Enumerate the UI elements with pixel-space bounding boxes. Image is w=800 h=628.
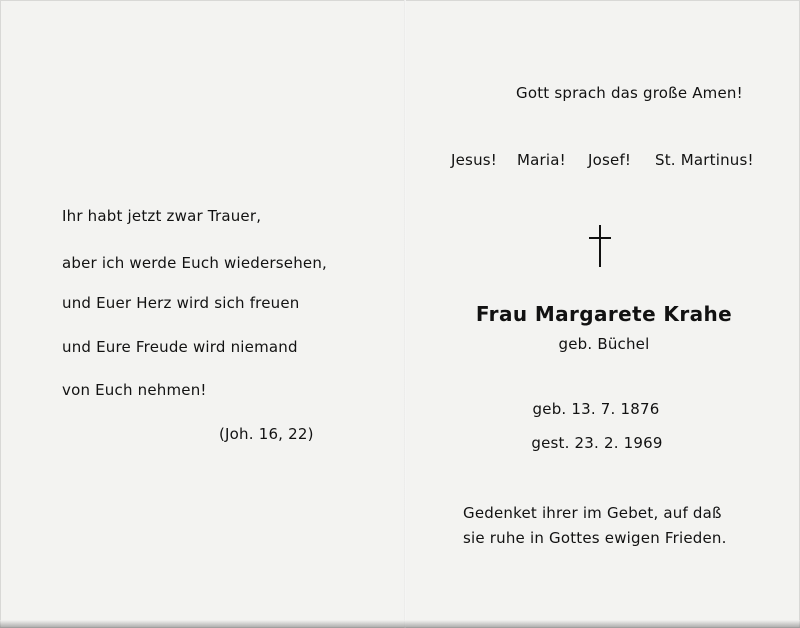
deceased-name: Frau Margarete Krahe xyxy=(475,302,733,326)
verse-line-1: Ihr habt jetzt zwar Trauer, xyxy=(62,207,262,225)
verse-line-4: und Eure Freude wird niemand xyxy=(62,338,298,356)
birth-date: geb. 13. 7. 1876 xyxy=(532,400,660,418)
opening-line: Gott sprach das große Amen! xyxy=(516,84,743,102)
invocation-jesus: Jesus! xyxy=(451,151,498,169)
invocation-josef: Josef! xyxy=(588,151,632,169)
verse-line-5: von Euch nehmen! xyxy=(62,381,207,399)
closing-line-1: Gedenket ihrer im Gebet, auf daß xyxy=(463,504,722,522)
closing-line-2: sie ruhe in Gottes ewigen Frieden. xyxy=(463,529,727,547)
invocation-maria: Maria! xyxy=(517,151,566,169)
death-date: gest. 23. 2. 1969 xyxy=(531,434,663,452)
invocation-st-martinus: St. Martinus! xyxy=(655,151,754,169)
verse-line-3: und Euer Herz wird sich freuen xyxy=(62,294,300,312)
bible-citation: (Joh. 16, 22) xyxy=(219,425,314,443)
maiden-name: geb. Büchel xyxy=(558,335,650,353)
verse-line-2: aber ich werde Euch wiedersehen, xyxy=(62,254,328,272)
cross-icon xyxy=(586,225,616,267)
